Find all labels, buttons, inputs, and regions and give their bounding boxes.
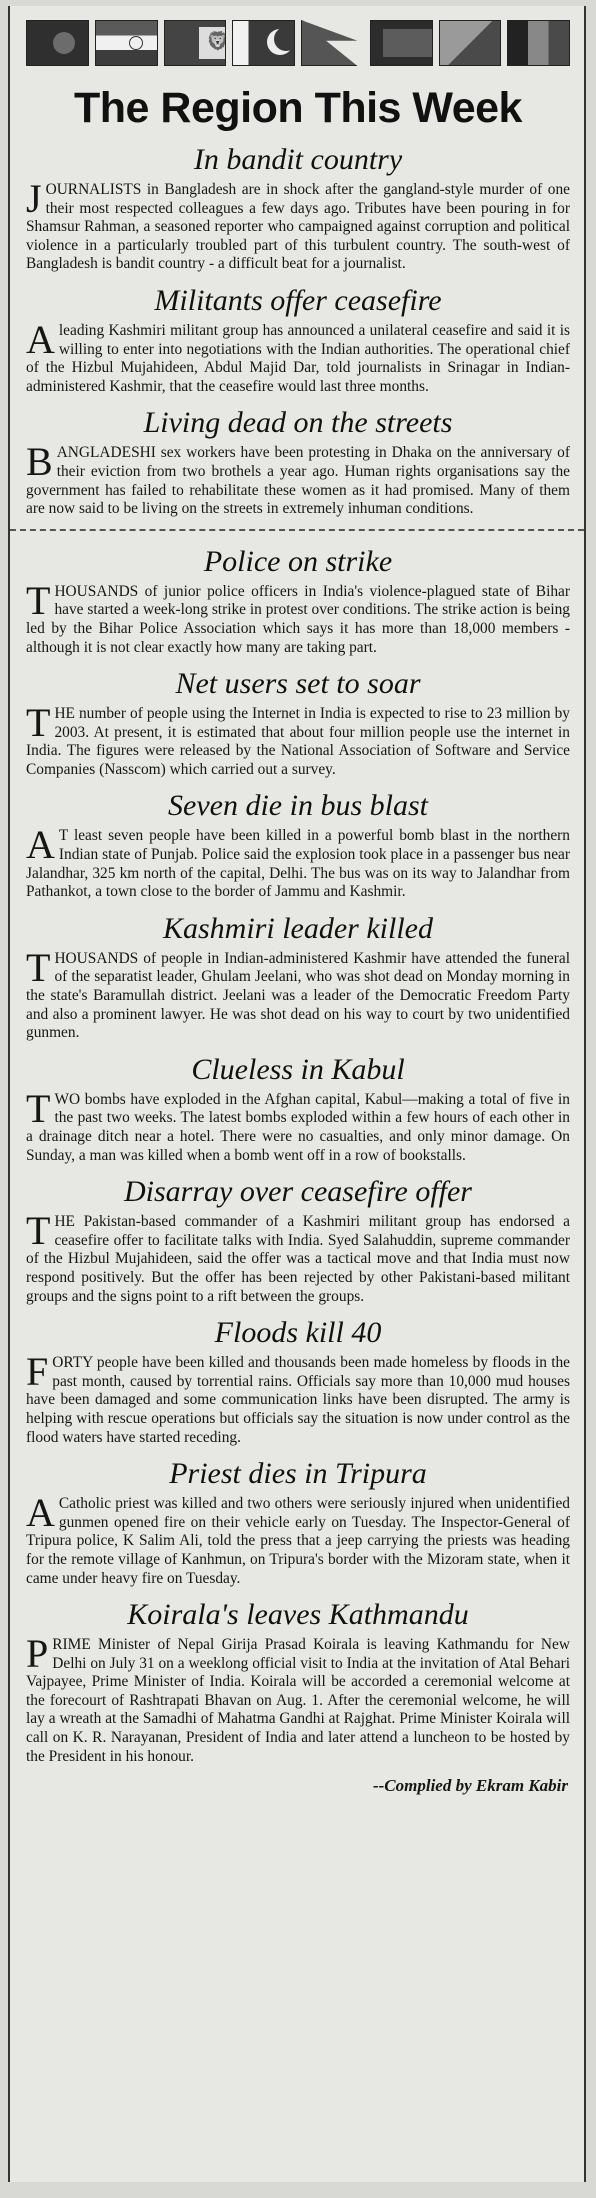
drop-cap: T — [26, 577, 51, 623]
article-body — [26, 176, 570, 274]
byline-credit: --Complied by Ekram Kabir — [372, 1776, 568, 1796]
article-body — [26, 1490, 570, 1588]
article — [26, 1457, 570, 1588]
article-text: HE number of people using the Internet in India is expected to rise to 23 million by 2003. At present, it is estimated that about four million people use the internet in India. The figures were released by the National Association of Software and Service Companies (Nasscom) which carried out a survey. — [26, 705, 570, 778]
article-text: HE Pakistan-based commander of a Kashmiri militant group has endorsed a ceasefire offer to facilitate talks with India. Syed Salahuddin, supreme commander of the Hizbul Mujahideen, said the offer was a tactical move and that India must now respond positively. But the offer has been rejected by other Pakistani-based militant groups and the signs point to a rift between the groups. — [26, 1213, 570, 1305]
article-headline: Police on strike — [203, 544, 393, 578]
article-body — [26, 944, 570, 1043]
afghanistan-flag-icon — [507, 20, 570, 66]
article-headline: Net users set to soar — [175, 667, 421, 701]
article — [26, 406, 570, 518]
article-body — [26, 1631, 570, 1766]
article-text: ORTY people have been killed and thousands been made homeless by floods in the past month, caused by torrential rains. Officials say more than 10,000 mud houses have been damaged and some communication links have been disrupted. The army is helping with rescue operations but officials say the situation is now under control as the flood waters have started receding. — [26, 1354, 570, 1446]
article-text: OURNALISTS in Bangladesh are in shock after the gangland-style murder of one their most respected colleagues a few days ago. Tributes have been pouring in for Shamsur Rahman, a seasoned reporter who campaigned against corruption and political violence in a particularly troubled part of this turbulent country. The south-west of Bangladesh is bandit country - a difficult beat for a journalist. — [26, 181, 570, 273]
drop-cap: B — [26, 439, 53, 485]
drop-cap: F — [26, 1349, 49, 1395]
drop-cap: T — [26, 1208, 51, 1254]
article-headline: Militants offer ceasefire — [154, 283, 442, 317]
article-body — [26, 1208, 570, 1306]
drop-cap: T — [26, 944, 51, 990]
bhutan-flag-icon — [439, 20, 502, 66]
article-headline: Disarray over ceasefire offer — [124, 1175, 472, 1209]
article-text: leading Kashmiri militant group has announced a unilateral ceasefire and said it is willing to enter into negotiations with the Indian authorities. The operational chief of the Hizbul Mujahideen, Abdul Majid Dar, told journalists in Srinagar in Indian-administered Kashmir, that the ceasefire would last three months. — [26, 321, 570, 395]
article-headline: Clueless in Kabul — [191, 1052, 405, 1086]
dashed-divider — [10, 529, 584, 531]
drop-cap: A — [26, 1490, 55, 1536]
article-text: T least seven people have been killed in a powerful bomb blast in the northern Indian state of Punjab. Police said the explosion took place in a passenger bus near Jalandhar, 325 km north of the capital, Delhi. The bus was on its way to Jalandhar from Pathankot, a town close to the border of Jammu and Kashmir. — [26, 827, 570, 901]
article — [26, 284, 570, 396]
article-headline: Koirala's leaves Kathmandu — [127, 1598, 469, 1632]
article — [26, 545, 570, 657]
article-headline: In bandit country — [193, 143, 403, 176]
article-body — [26, 1349, 570, 1447]
article-headline: Priest dies in Tripura — [169, 1457, 427, 1491]
article — [26, 912, 570, 1043]
article — [26, 667, 570, 779]
article-text: RIME Minister of Nepal Girija Prasad Koirala is leaving Kathmandu for New Delhi on July 31 on a weeklong official visit to India at the invitation of Atal Behari Vajpayee, Prime Minister of India. Koirala will be accorded a ceremonial welcome at the forecourt of Rashtrapati Bhavan on Aug. 1. After the ceremonial welcome, he will lay a wreath at the Samadhi of Mahatma Gandhi at Rajghat. Prime Minister Koirala will call on K. R. Narayanan, President of India and later attend a luncheon to be hosted by the President in his honour. — [26, 1636, 570, 1765]
drop-cap: T — [26, 1085, 51, 1131]
article — [26, 789, 570, 901]
drop-cap: P — [26, 1631, 49, 1677]
drop-cap: J — [26, 176, 42, 221]
sri-lanka-flag-icon — [164, 20, 227, 66]
article — [26, 1598, 570, 1766]
article-body — [26, 316, 570, 396]
article — [26, 143, 570, 274]
maldives-flag-icon — [370, 20, 433, 66]
article-body — [26, 700, 570, 779]
article-body — [26, 822, 570, 901]
article-body — [26, 577, 570, 657]
article-text: HOUSANDS of junior police officers in India's violence-plagued state of Bihar have started a week-long strike in protest over conditions. The strike action is being led by the Bihar Police Association which says it has more than 18,000 members - although it is not clear exactly how many are taking part. — [26, 582, 570, 656]
article-list — [26, 143, 570, 1766]
article-body — [26, 439, 570, 518]
article — [26, 1053, 570, 1165]
news-page — [8, 6, 586, 2182]
india-flag-icon — [95, 20, 158, 66]
drop-cap: T — [26, 700, 51, 746]
article — [26, 1175, 570, 1306]
article-headline: Living dead on the streets — [143, 406, 453, 440]
page-title: The Region This Week — [74, 84, 522, 132]
article-headline: Floods kill 40 — [214, 1316, 382, 1350]
flag-strip — [26, 6, 570, 66]
nepal-flag-icon — [301, 20, 364, 66]
article-text: Catholic priest was killed and two others were seriously injured when unidentified gunmen opened fire on their vehicle early on Tuesday. The Inspector-General of Tripura police, K Salim Ali, told the press that a jeep carrying the priests was heading for the remote village of Kanhmun, on Tripura's border with the Mizoram state, when it came under heavy fire on Tuesday. — [26, 1495, 570, 1587]
article-headline: Kashmiri leader killed — [163, 911, 433, 945]
drop-cap: A — [26, 316, 55, 362]
drop-cap: A — [26, 822, 55, 868]
article-body — [26, 1085, 570, 1165]
article-headline: Seven die in bus blast — [168, 789, 428, 823]
bangladesh-flag-icon — [26, 20, 89, 66]
article — [26, 1316, 570, 1447]
pakistan-flag-icon — [232, 20, 295, 66]
article-text: ANGLADESHI sex workers have been protesting in Dhaka on the anniversary of their eviction from two brothels a year ago. Human rights organisations say the government has failed to rehabilitate these women as it had promised. Many of them are now said to be living on the streets in extremely inhuman conditions. — [26, 444, 570, 518]
article-text: WO bombs have exploded in the Afghan capital, Kabul—making a total of five in the past two weeks. The latest bombs exploded within a few hours of each other in a drainage ditch near a hotel. There were no casualties, and only minor damage. On Sunday, a man was killed when a bomb went off in a row of bookstalls. — [26, 1090, 570, 1164]
article-text: HOUSANDS of people in Indian-administered Kashmir have attended the funeral of the separatist leader, Ghulam Jeelani, who was shot dead on Monday morning in the state's Baramullah district. Jeelani was a leader of the Democratic Freedom Party and also a prominent lawyer. He was shot dead on his way to court by two unidentified gunmen. — [26, 949, 570, 1042]
